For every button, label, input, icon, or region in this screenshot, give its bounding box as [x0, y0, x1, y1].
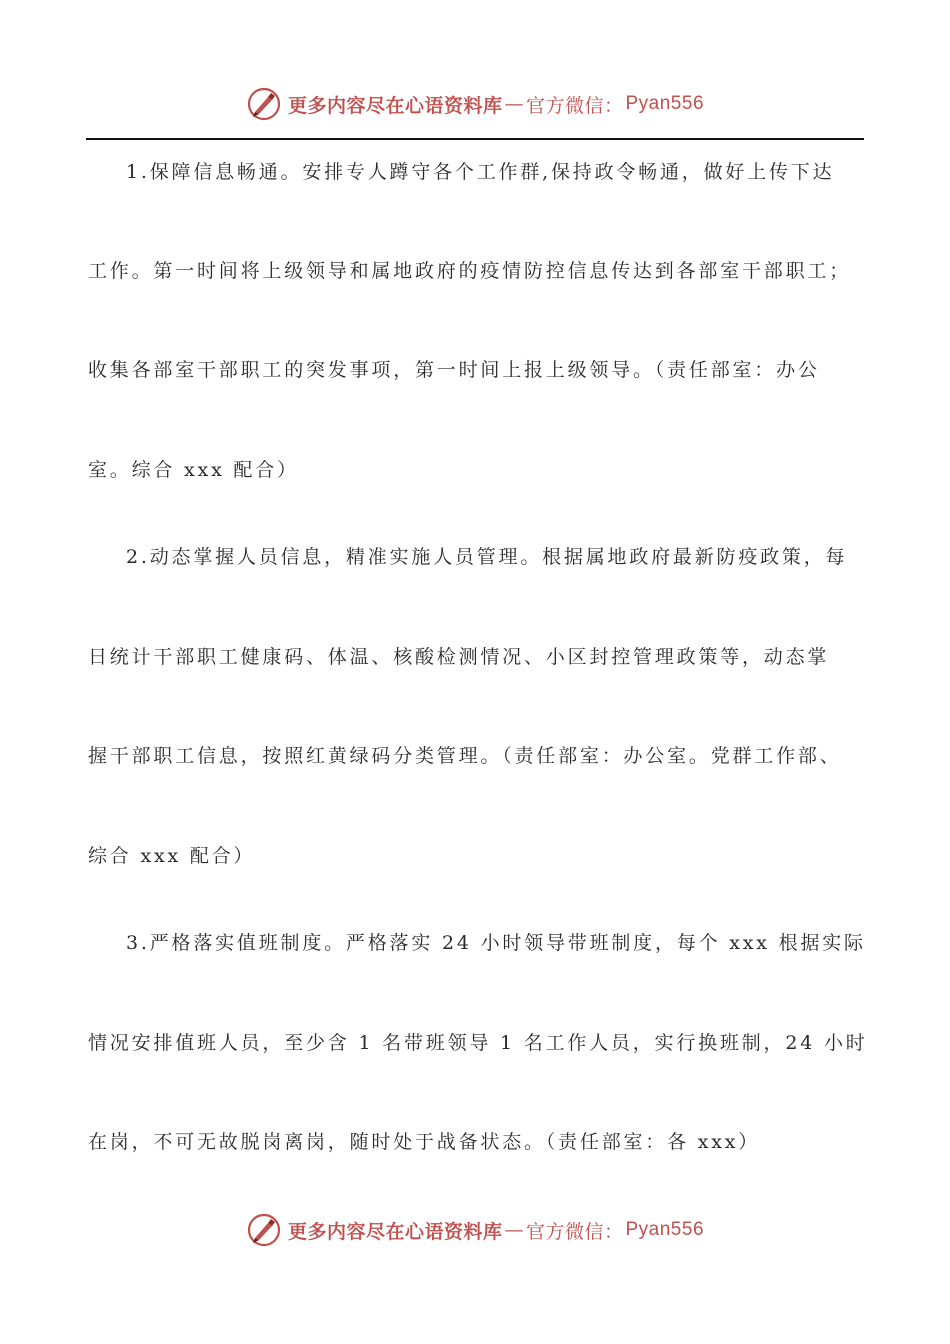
banner-wechat-id: Pyan556 [625, 93, 705, 114]
banner-text [288, 91, 704, 118]
banner-dash: — [504, 93, 524, 115]
paragraph-2-line-2: 日统计干部职工健康码、体温、核酸检测情况、小区封控管理政策等，动态掌 [88, 646, 830, 668]
header-divider [86, 138, 864, 140]
paragraph-3-line-1: 3.严格落实值班制度。严格落实 24 小时领导带班制度，每个 xxx 根据实际 [126, 932, 866, 954]
paragraph-1-line-1: 1.保障信息畅通。安排专人蹲守各个工作群,保持政令畅通，做好上传下达 [126, 161, 835, 183]
banner-dash: — [504, 1219, 524, 1241]
banner-main-text: 更多内容尽在心语资料库 [287, 1220, 503, 1243]
paragraph-3-line-3: 在岗，不可无故脱岗离岗，随时处于战备状态。（责任部室：各 xxx） [88, 1131, 761, 1153]
banner-text [288, 1217, 704, 1244]
banner-sub-text: 官方微信： [525, 1220, 624, 1243]
paragraph-2-line-4: 综合 xxx 配合） [88, 845, 256, 867]
paragraph-2-line-1: 2.动态掌握人员信息，精准实施人员管理。根据属地政府最新防疫政策，每 [126, 546, 848, 568]
paragraph-2-line-3: 握干部职工信息，按照红黄绿码分类管理。（责任部室：办公室。党群工作部、 [88, 745, 842, 767]
header-banner [0, 84, 950, 124]
paragraph-1-line-3: 收集各部室干部职工的突发事项，第一时间上报上级领导。（责任部室：办公 [88, 359, 820, 381]
pen-logo-icon [246, 86, 282, 122]
paragraph-1-line-4: 室。综合 xxx 配合） [88, 459, 299, 481]
pen-logo-icon [246, 1212, 282, 1248]
footer-banner [0, 1210, 950, 1250]
paragraph-1-line-2: 工作。第一时间将上级领导和属地政府的疫情防控信息传达到各部室干部职工； [88, 260, 852, 282]
banner-sub-text: 官方微信： [525, 94, 624, 117]
paragraph-3-line-2: 情况安排值班人员，至少含 1 名带班领导 1 名工作人员，实行换班制，24 小时 [88, 1032, 868, 1054]
banner-main-text: 更多内容尽在心语资料库 [287, 94, 503, 117]
banner-wechat-id: Pyan556 [625, 1219, 705, 1240]
